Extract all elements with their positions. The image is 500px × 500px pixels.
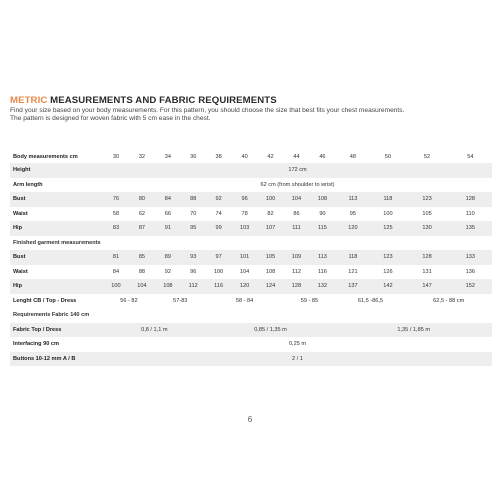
arm-length-value: 62 cm (from shoulder to wrist): [260, 181, 335, 188]
table-cell: 123: [405, 192, 448, 207]
table-cell: 142: [370, 279, 405, 294]
length-row: [10, 294, 492, 309]
table-cell: 80: [129, 192, 155, 207]
fabric-row: [10, 323, 492, 338]
table-cell: 96: [232, 192, 258, 207]
table-cell: 118: [335, 250, 370, 265]
table-cell: 81: [103, 250, 129, 265]
table-cell: 135: [449, 221, 492, 236]
intro-text: [10, 107, 492, 123]
body-hip-row: [10, 221, 492, 236]
table-cell: 62: [138, 210, 146, 217]
row-label: Interfacing 90 cm: [13, 341, 60, 348]
finished-hip-row: [10, 279, 492, 294]
finished-bust-row: [10, 250, 492, 265]
size-header: 44: [293, 154, 300, 160]
finished-section-row: [10, 236, 492, 251]
table-cell: 110: [465, 210, 475, 217]
row-label: Bust: [10, 192, 103, 207]
table-cell: 97: [206, 250, 232, 265]
table-cell: 76: [103, 192, 129, 207]
size-header: 30: [112, 154, 120, 160]
size-header: 52: [423, 154, 431, 160]
header-label: Body measurements cm: [13, 154, 78, 160]
table-cell: 86: [293, 210, 300, 217]
table-cell: 108: [309, 192, 335, 207]
table-cell: 100: [103, 279, 129, 294]
table-cell: 116: [317, 268, 327, 275]
row-label: Bust: [10, 250, 103, 265]
table-cell: 108: [265, 268, 276, 275]
table-cell: 107: [258, 221, 284, 236]
table-cell: 130: [405, 221, 448, 236]
table-cell: 120: [335, 221, 370, 236]
table-cell: 87: [129, 221, 155, 236]
table-cell: 136: [465, 268, 475, 275]
size-header: 32: [138, 154, 146, 160]
table-cell: 95: [181, 221, 206, 236]
heading-text: MEASUREMENTS AND FABRIC REQUIREMENTS: [47, 95, 277, 106]
fabric-group: 1,35 / 1,85 m: [335, 323, 492, 338]
table-cell: 125: [370, 221, 405, 236]
size-header: 50: [384, 154, 392, 160]
finished-waist-row: [10, 265, 492, 280]
table-cell: 100: [383, 210, 393, 217]
body-bust-row: [10, 192, 492, 207]
table-cell: 91: [155, 221, 181, 236]
table-cell: 83: [103, 221, 129, 236]
interfacing-value: 0,25 m: [288, 341, 307, 348]
table-cell: 99: [206, 221, 232, 236]
length-group: 59 - 85: [300, 297, 319, 304]
table-cell: 84: [155, 192, 181, 207]
section-label: Finished garment measurements: [13, 239, 101, 246]
interfacing-row: [10, 337, 492, 352]
table-cell: 92: [206, 192, 232, 207]
table-cell: 116: [206, 279, 232, 294]
size-header: 46: [319, 154, 326, 160]
table-cell: 124: [258, 279, 284, 294]
table-cell: 88: [138, 268, 146, 275]
row-label: Height: [10, 163, 103, 178]
table-cell: 105: [258, 250, 284, 265]
table-cell: 128: [405, 250, 448, 265]
requirements-section-row: [10, 308, 492, 323]
table-cell: 74: [215, 210, 222, 217]
page-heading: [10, 95, 277, 106]
table-cell: 89: [155, 250, 181, 265]
table-cell: 113: [335, 192, 370, 207]
table-cell: 109: [284, 250, 310, 265]
row-label: Hip: [10, 279, 103, 294]
buttons-value: 2 / 1: [103, 352, 492, 367]
table-cell: 104: [284, 192, 310, 207]
table-cell: 70: [190, 210, 197, 217]
height-row: [10, 163, 492, 178]
table-cell: 100: [213, 268, 224, 275]
table-cell: 104: [129, 279, 155, 294]
row-label: Lenght CB / Top - Dress: [13, 297, 77, 304]
table-cell: 58: [112, 210, 120, 217]
row-label: Fabric Top / Dress: [10, 323, 103, 338]
table-cell: 92: [164, 268, 171, 275]
row-label: Waist: [13, 268, 28, 275]
table-cell: 118: [370, 192, 405, 207]
length-group: 61,5 -86,5: [357, 297, 384, 304]
table-cell: 88: [181, 192, 206, 207]
size-header: 40: [241, 154, 248, 160]
table-cell: 96: [190, 268, 197, 275]
intro-line: The pattern is designed for woven fabric with 5 cm ease in the chest.: [10, 115, 211, 123]
table-header-row: [10, 151, 492, 163]
fabric-group: 0,8 / 1,1 m: [103, 323, 206, 338]
table-cell: 95: [349, 210, 357, 217]
table-cell: 85: [129, 250, 155, 265]
arm-length-row: [10, 178, 492, 193]
table-cell: 115: [309, 221, 335, 236]
table-cell: 82: [267, 210, 274, 217]
body-waist-row: [10, 207, 492, 222]
table-cell: 137: [335, 279, 370, 294]
table-cell: 78: [241, 210, 248, 217]
length-group: 56 - 82: [120, 297, 138, 304]
page-number: 6: [247, 415, 253, 424]
table-cell: 93: [181, 250, 206, 265]
table-cell: 152: [449, 279, 492, 294]
table-cell: 123: [370, 250, 405, 265]
size-header: 54: [467, 154, 474, 160]
row-label: Waist: [13, 210, 28, 217]
table-cell: 131: [422, 268, 432, 275]
table-cell: 100: [258, 192, 284, 207]
table-cell: 108: [155, 279, 181, 294]
length-group: 58 - 84: [235, 297, 254, 304]
size-header: 38: [215, 154, 222, 160]
table-cell: 84: [112, 268, 120, 275]
row-label: Buttons 10-12 mm A / B: [10, 352, 103, 367]
table-cell: 66: [164, 210, 171, 217]
table-cell: 112: [181, 279, 206, 294]
table-cell: 132: [309, 279, 335, 294]
table-cell: 103: [232, 221, 258, 236]
fabric-group: 0,85 / 1,35 m: [206, 323, 336, 338]
row-label: Arm length: [13, 181, 43, 188]
table-cell: 126: [383, 268, 393, 275]
size-header: 42: [267, 154, 274, 160]
table-cell: 101: [232, 250, 258, 265]
size-header: 48: [349, 154, 357, 160]
table-cell: 121: [348, 268, 358, 275]
table-cell: 128: [284, 279, 310, 294]
table-cell: 128: [449, 192, 492, 207]
heading-accent: METRIC: [10, 95, 48, 106]
table-cell: 120: [232, 279, 258, 294]
intro-line: Find your size based on your body measurements. For this pattern, you should choose the size that best fits your chest measurements.: [10, 107, 405, 114]
buttons-row: [10, 352, 492, 367]
length-group: 62,5 - 88 cm: [433, 297, 465, 304]
measurements-table: [10, 151, 492, 366]
table-cell: 105: [422, 210, 432, 217]
table-cell: 104: [239, 268, 250, 275]
size-header: 34: [164, 154, 171, 160]
table-cell: 147: [405, 279, 448, 294]
length-group: 57-83: [173, 297, 188, 304]
section-label: Requirements Fabric 140 cm: [13, 312, 90, 319]
row-label: Hip: [10, 221, 103, 236]
table-cell: 111: [284, 221, 310, 236]
table-cell: 133: [449, 250, 492, 265]
table-cell: 113: [309, 250, 335, 265]
size-header: 36: [190, 154, 197, 160]
height-value: 172 cm: [103, 163, 492, 178]
table-cell: 112: [292, 268, 301, 275]
table-cell: 90: [319, 210, 326, 217]
